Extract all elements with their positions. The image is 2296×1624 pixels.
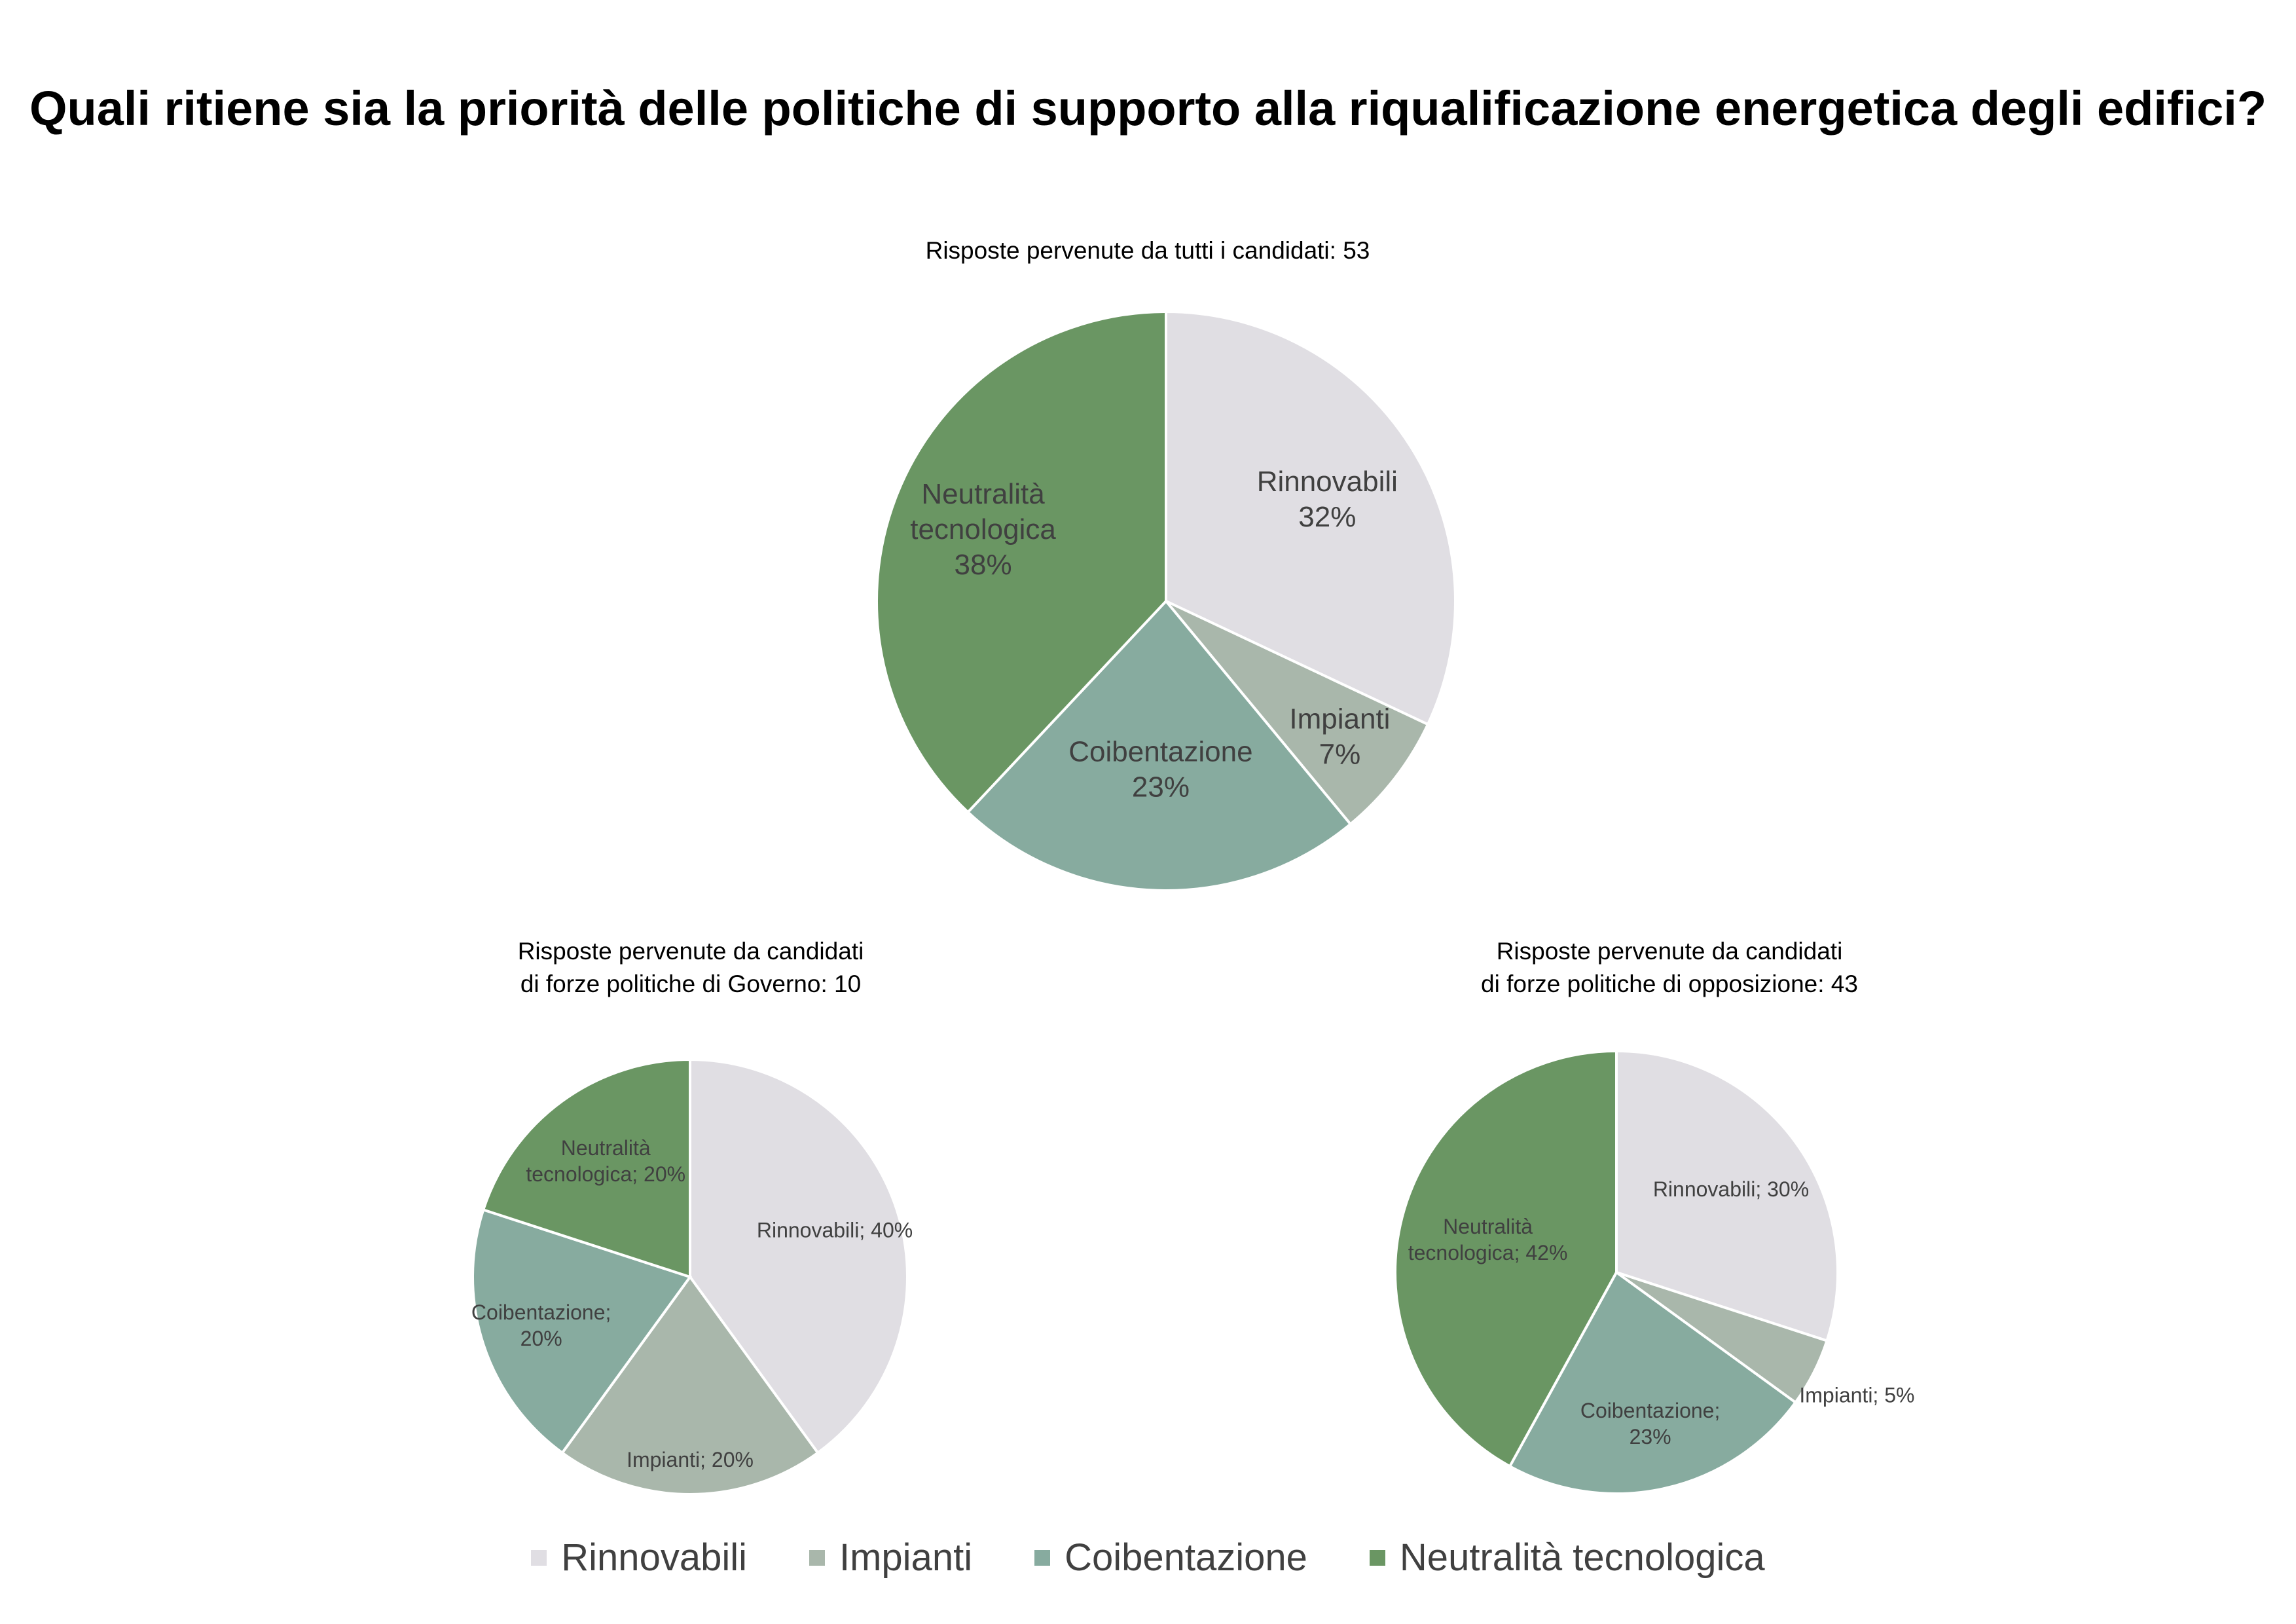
legend-item-rinnovabili <box>531 1536 747 1579</box>
pie-label-governo-coibentazione: Coibentazione; 20% <box>471 1301 611 1351</box>
pie-label-governo-neutralita: Neutralità tecnologica; 20% <box>526 1135 686 1186</box>
legend <box>0 1536 2296 1579</box>
legend-swatch-neutralita <box>1370 1550 1385 1566</box>
pie-label-all-rinnovabili: Rinnovabili 32% <box>1256 466 1398 534</box>
legend-item-coibentazione <box>1034 1536 1307 1579</box>
legend-label-coibentazione: Coibentazione <box>1065 1536 1307 1579</box>
legend-swatch-impianti <box>809 1550 825 1566</box>
legend-label-rinnovabili: Rinnovabili <box>561 1536 747 1579</box>
legend-item-impianti <box>809 1536 972 1579</box>
legend-label-neutralita: Neutralità tecnologica <box>1399 1536 1765 1579</box>
pie-label-all-neutralita: Neutralità tecnologica 38% <box>910 477 1056 581</box>
pie-subtitle-all: Risposte pervenute da tutti i candidati: 53 <box>925 237 1370 264</box>
pie-subtitle-governo: Risposte pervenute da candidati di forze politiche di Governo: 10 <box>517 938 864 997</box>
pie-label-all-impianti: Impianti 7% <box>1289 703 1391 771</box>
pie-label-opposizione-neutralita: Neutralità tecnologica; 42% <box>1408 1214 1568 1264</box>
legend-swatch-coibentazione <box>1034 1550 1050 1566</box>
pie-label-opposizione-rinnovabili: Rinnovabili; 30% <box>1652 1177 1810 1202</box>
pie-label-governo-rinnovabili: Rinnovabili; 40% <box>756 1218 913 1242</box>
legend-item-neutralita <box>1370 1536 1765 1579</box>
legend-label-impianti: Impianti <box>839 1536 973 1579</box>
chart-title: Quali ritiene sia la priorità delle politiche di supporto alla riqualificazione energetica degli edifici? <box>29 81 2267 136</box>
pie-label-governo-impianti: Impianti; 20% <box>627 1448 754 1472</box>
pie-label-all-coibentazione: Coibentazione 23% <box>1068 735 1253 803</box>
legend-swatch-rinnovabili <box>531 1550 547 1566</box>
pie-subtitle-opposizione: Risposte pervenute da candidati di forze politiche di opposizione: 43 <box>1481 938 1858 997</box>
pie-label-opposizione-impianti: Impianti; 5% <box>1799 1383 1915 1407</box>
pie-label-opposizione-coibentazione: Coibentazione; 23% <box>1580 1399 1721 1449</box>
